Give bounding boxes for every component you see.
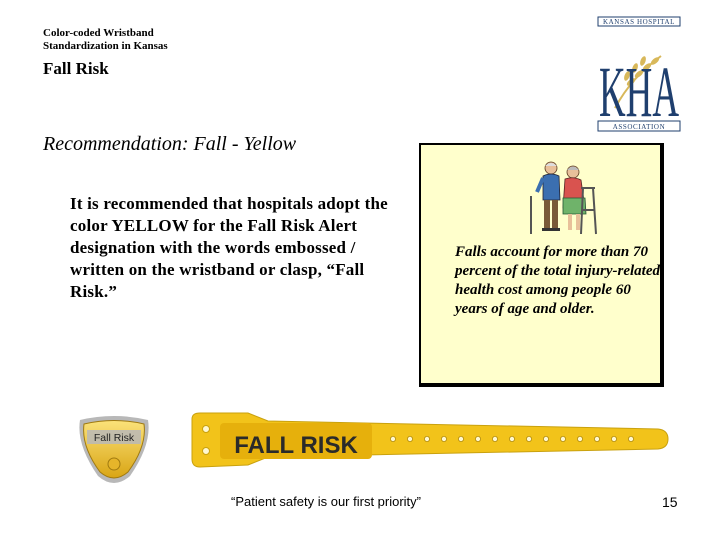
logo-bottom-text: ASSOCIATION	[612, 123, 666, 131]
header-subtitle	[43, 27, 243, 53]
clasp-emblem-icon	[108, 458, 120, 470]
wristband-hole	[611, 436, 616, 441]
header-subtitle-line-2: Standardization in Kansas	[43, 40, 168, 52]
wristband-hole	[560, 436, 565, 441]
wristband-holes	[390, 436, 633, 441]
wristband-hole	[628, 436, 633, 441]
header-subtitle-line-1: Color-coded Wristband	[43, 27, 154, 39]
statistic-callout	[419, 143, 664, 387]
recommendation-heading: Recommendation: Fall - Yellow	[43, 133, 297, 155]
kha-logo	[597, 16, 681, 132]
wristband-hole	[577, 436, 582, 441]
header-title: Fall Risk	[43, 59, 109, 78]
wristband-hole	[543, 436, 548, 441]
footer-quote: “Patient safety is our first priority”	[231, 494, 421, 509]
wristband-hole	[390, 436, 395, 441]
wristband-hole	[594, 436, 599, 441]
wristband-hole	[407, 436, 412, 441]
wristband-hole	[424, 436, 429, 441]
wristband-hole	[475, 436, 480, 441]
wristband-hole	[441, 436, 446, 441]
body-paragraph: It is recommended that hospitals adopt the color YELLOW for the Fall Risk Alert designation with the words embossed / written on the wristband or clasp, “Fall Risk.”	[70, 194, 388, 301]
wristband-hole	[492, 436, 497, 441]
clasp-label: Fall Risk	[93, 432, 135, 444]
logo-letters: KHA	[599, 52, 679, 132]
wristband-hole	[458, 436, 463, 441]
elderly-couple-walker-icon	[529, 158, 599, 238]
page-number: 15	[662, 494, 678, 510]
fall-risk-wristband	[188, 411, 670, 469]
fall-risk-clasp	[74, 414, 154, 488]
wristband-label: FALL RISK	[234, 432, 358, 459]
logo-top-text: KANSAS HOSPITAL	[602, 18, 676, 27]
wristband-hole	[526, 436, 531, 441]
statistic-text: Falls account for more than 70 percent of the total injury-related health cost among people 60 years of age and older.	[455, 244, 660, 317]
wristband-hole	[509, 436, 514, 441]
